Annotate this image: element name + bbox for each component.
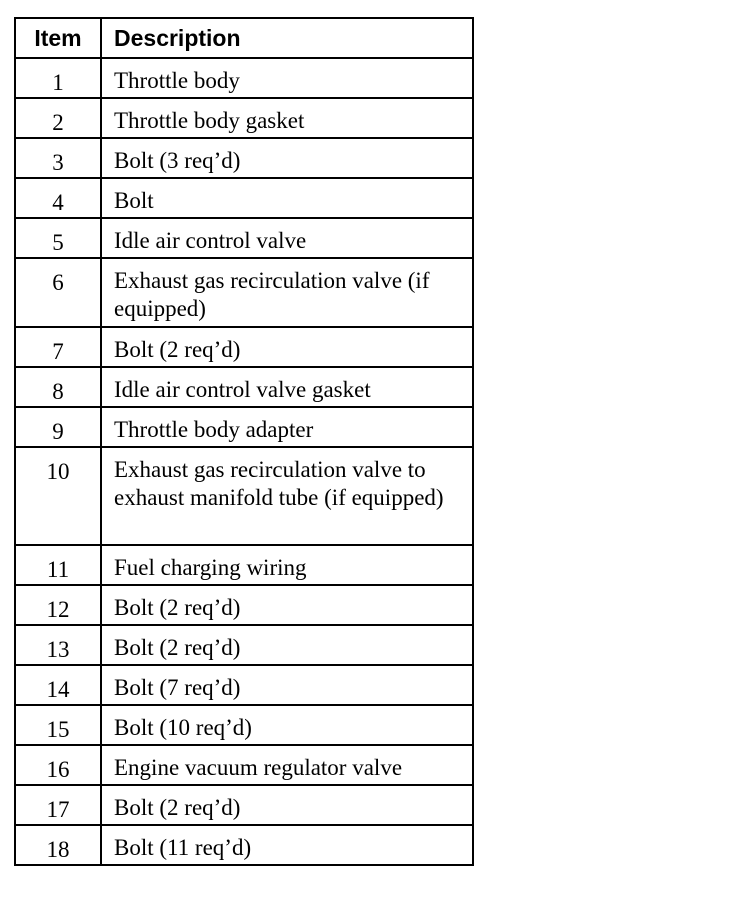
table-row <box>15 367 473 407</box>
item-description: Bolt (2 req’d) <box>101 785 473 825</box>
table-row <box>15 545 473 585</box>
item-number: 11 <box>15 545 101 585</box>
table-row <box>15 745 473 785</box>
item-description: Bolt (7 req’d) <box>101 665 473 705</box>
table-row <box>15 178 473 218</box>
item-number: 16 <box>15 745 101 785</box>
item-description: Bolt (2 req’d) <box>101 327 473 367</box>
item-description: Bolt (11 req’d) <box>101 825 473 865</box>
table-row <box>15 258 473 327</box>
item-number: 1 <box>15 58 101 98</box>
table-row <box>15 327 473 367</box>
item-number: 13 <box>15 625 101 665</box>
item-description: Idle air control valve gasket <box>101 367 473 407</box>
table-row <box>15 138 473 178</box>
table-row <box>15 58 473 98</box>
item-number: 12 <box>15 585 101 625</box>
item-number: 4 <box>15 178 101 218</box>
item-number: 7 <box>15 327 101 367</box>
table-row <box>15 825 473 865</box>
item-number: 6 <box>15 258 101 327</box>
table-header <box>15 18 473 58</box>
table-row <box>15 665 473 705</box>
item-number: 8 <box>15 367 101 407</box>
item-description: Bolt (10 req’d) <box>101 705 473 745</box>
table-row <box>15 705 473 745</box>
table-row <box>15 98 473 138</box>
item-description: Bolt <box>101 178 473 218</box>
parts-table <box>14 17 474 866</box>
item-column-header: Item <box>15 18 101 58</box>
item-description: Engine vacuum regulator valve <box>101 745 473 785</box>
table-row <box>15 218 473 258</box>
item-description: Bolt (2 req’d) <box>101 625 473 665</box>
table-row <box>15 785 473 825</box>
table-row <box>15 447 473 545</box>
item-description: Throttle body adapter <box>101 407 473 447</box>
item-number: 10 <box>15 447 101 545</box>
item-description: Idle air control valve <box>101 218 473 258</box>
header-row <box>15 18 473 58</box>
item-number: 18 <box>15 825 101 865</box>
item-description: Bolt (2 req’d) <box>101 585 473 625</box>
item-description: Fuel charging wiring <box>101 545 473 585</box>
table-row <box>15 407 473 447</box>
item-description: Exhaust gas recirculation valve to exhaust manifold tube (if equipped) <box>101 447 473 545</box>
item-number: 2 <box>15 98 101 138</box>
item-description: Throttle body <box>101 58 473 98</box>
item-number: 17 <box>15 785 101 825</box>
item-description: Throttle body gasket <box>101 98 473 138</box>
table-row <box>15 585 473 625</box>
description-column-header: Description <box>101 18 473 58</box>
item-number: 3 <box>15 138 101 178</box>
item-number: 14 <box>15 665 101 705</box>
table-body <box>15 58 473 865</box>
item-description: Exhaust gas recirculation valve (if equipped) <box>101 258 473 327</box>
item-description: Bolt (3 req’d) <box>101 138 473 178</box>
item-number: 5 <box>15 218 101 258</box>
item-number: 9 <box>15 407 101 447</box>
table-row <box>15 625 473 665</box>
item-number: 15 <box>15 705 101 745</box>
